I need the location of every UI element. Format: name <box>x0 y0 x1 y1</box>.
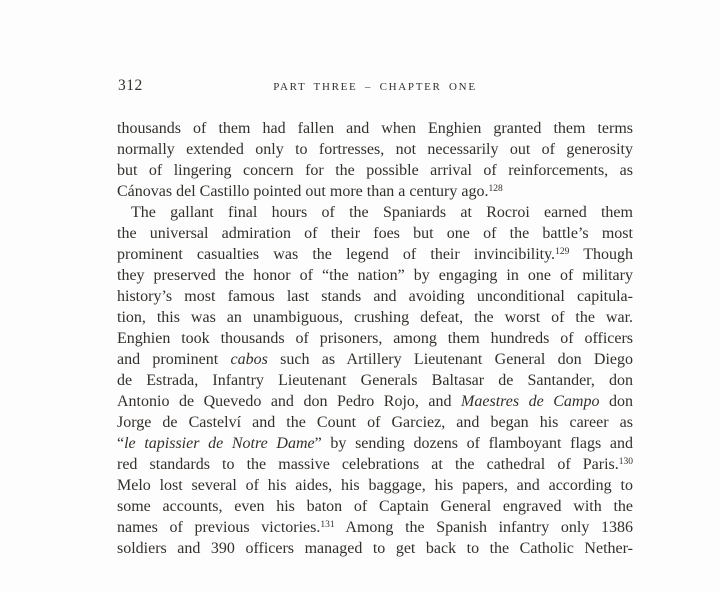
text-run: history’s most famous last stands and avoiding unconditional capitula- <box>117 288 633 305</box>
text-run: names of previous victories. <box>117 519 321 536</box>
text-line <box>117 454 633 475</box>
italic-phrase: cabos <box>230 351 268 368</box>
text-run: don <box>599 393 633 410</box>
text-run: tion, this was an unambiguous, crushing defeat, the worst of the war. <box>117 309 634 326</box>
text-run: but of lingering concern for the possible arrival of reinforcements, as <box>117 162 633 179</box>
text-run: Enghien took thousands of prisoners, among them hundreds of officers <box>117 330 634 347</box>
text-line <box>117 265 633 286</box>
text-line <box>117 370 633 391</box>
italic-phrase: Maestres de Campo <box>461 393 600 410</box>
text-run: Jorge de Castelví and the Count of Garciez, and began his career as <box>117 414 633 431</box>
text-line <box>117 496 633 517</box>
text-run: and prominent <box>117 351 231 368</box>
text-run: The gallant final hours of the Spaniards at Rocroi earned them <box>131 204 633 221</box>
text-line <box>117 223 633 244</box>
text-run: prominent casualties was the legend of their invincibility. <box>117 246 556 263</box>
text-line <box>117 433 633 454</box>
page-number: 312 <box>118 77 143 94</box>
text-run: such as Artillery Lieutenant General don Diego <box>267 351 634 368</box>
footnote-ref: 130 <box>618 457 633 467</box>
text-line <box>117 181 633 202</box>
text-run: Though <box>569 246 633 263</box>
text-run: Cánovas del Castillo pointed out more than a century ago. <box>117 183 489 200</box>
text-run: they preserved the honor of “the nation” by engaging in one of military <box>117 267 633 284</box>
text-run: the universal admiration of their foes but one of the battle’s most <box>117 225 633 242</box>
text-line <box>117 538 633 559</box>
footnote-ref: 131 <box>320 520 335 530</box>
text-run: red standards to the massive celebrations at the cathedral of Paris. <box>117 456 619 473</box>
text-line <box>117 412 633 433</box>
text-line <box>117 118 633 139</box>
text-line <box>117 349 633 370</box>
text-line <box>117 391 633 412</box>
text-run: soldiers and 390 officers managed to get back to the Catholic Nether- <box>117 540 633 557</box>
italic-phrase: le tapissier de Notre Dame <box>124 435 315 452</box>
text-line <box>117 517 633 538</box>
text-run: de Estrada, Infantry Lieutenant Generals Baltasar de Santander, don <box>117 372 634 389</box>
text-run: thousands of them had fallen and when Enghien granted them terms <box>117 120 634 137</box>
text-line <box>117 328 633 349</box>
text-line <box>117 160 633 181</box>
text-run: some accounts, even his baton of Captain General engraved with the <box>117 498 634 515</box>
text-run: normally extended only to fortresses, not necessarily out of generosity <box>117 141 633 158</box>
text-run: Melo lost several of his aides, his baggage, his papers, and according to <box>117 477 633 494</box>
page-header <box>117 77 633 95</box>
text-line <box>117 286 633 307</box>
footnote-ref: 128 <box>488 184 503 194</box>
text-line <box>117 139 633 160</box>
body-text <box>117 118 633 559</box>
running-title: PART THREE – CHAPTER ONE <box>273 80 477 93</box>
text-line <box>117 202 633 223</box>
text-run: Antonio de Quevedo and don Pedro Rojo, and <box>117 393 462 410</box>
footnote-ref: 129 <box>555 247 570 257</box>
text-line <box>117 475 633 496</box>
text-line <box>117 244 633 265</box>
text-run: ” by sending dozens of flamboyant flags and <box>314 435 634 452</box>
text-run: Among the Spanish infantry only 1386 <box>334 519 634 536</box>
text-line <box>117 307 633 328</box>
text-run: “ <box>117 435 125 452</box>
